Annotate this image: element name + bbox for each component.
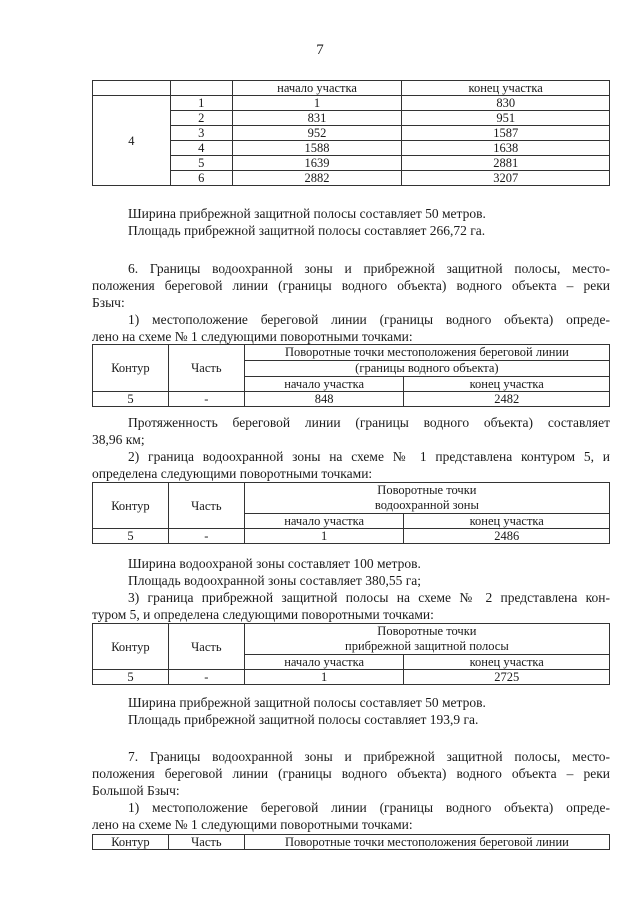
section7-table1 [92,834,610,850]
table-cell: 848 [244,392,404,407]
table-row [93,126,610,141]
table-cell: 1638 [402,141,610,156]
col-contour: Контур [93,835,169,850]
section7-title-line3: Большой Бзыч: [92,783,180,798]
section6-table1 [92,344,610,407]
table-row [93,670,610,685]
col-part: Часть [168,345,244,392]
col-title-line2: водоохранной зоны [244,498,609,514]
wz-width: Ширина водоохраной зоны составляет 100 метров. [128,556,421,571]
table-cell: 5 [93,392,169,407]
section6-p1-line2: лено на схеме № 1 следующими поворотными точками: [92,329,413,344]
wz-area: Площадь водоохранной зоны составляет 380,55 га; [128,573,421,588]
table-cell: 2 [170,111,232,126]
table-cell: 952 [232,126,402,141]
section6-title-line1: 6. Границы водоохранной зоны и прибрежной защитной полосы, место- [128,261,610,276]
table-cell: - [168,529,244,544]
section6-table2 [92,482,610,544]
table-cell: 2881 [402,156,610,171]
section7-title-line1: 7. Границы водоохранной зоны и прибрежной защитной полосы, место- [128,749,610,764]
table-cell [170,81,232,96]
pz-width: Ширина прибрежной защитной полосы составляет 50 метров. [128,695,486,710]
table-cell: 830 [402,96,610,111]
col-start: начало участка [244,655,404,670]
col-title-line1: Поворотные точки местоположения береговой линии [244,835,609,850]
contour-cell: 4 [93,96,171,186]
table-cell: 4 [170,141,232,156]
table-cell: 1639 [232,156,402,171]
section7-title-line2: положения береговой линии (границы водного объекта) водного объекта – реки [92,766,610,781]
text-area: Площадь прибрежной защитной полосы составляет 266,72 га. [128,223,486,238]
length-line2: 38,96 км; [92,432,145,447]
page-number: 7 [316,42,324,58]
section7-p1-line2: лено на схеме № 1 следующими поворотными точками: [92,817,413,832]
column-header-start: начало участка [232,81,402,96]
section6-title-line2: положения береговой линии (границы водного объекта) водного объекта – реки [92,278,610,293]
text-width: Ширина прибрежной защитной полосы составляет 50 метров. [128,206,486,221]
section7-p1-line1: 1) местоположение береговой линии (границы водного объекта) опреде- [128,800,610,815]
col-title-line1: Поворотные точки [244,483,609,499]
table-cell: 1 [244,670,404,685]
table-row [93,392,610,407]
table-cell: 2882 [232,171,402,186]
table-cell: 5 [170,156,232,171]
table-cell: 2486 [404,529,610,544]
col-part: Часть [168,835,244,850]
table-cell: 1 [232,96,402,111]
col-contour: Контур [93,345,169,392]
section6-p1-line1: 1) местоположение береговой линии (границы водного объекта) опреде- [128,312,610,327]
table-top [92,80,610,186]
table-cell: 5 [93,670,169,685]
col-contour: Контур [93,624,169,670]
table-cell: 1 [244,529,404,544]
col-part: Часть [168,624,244,670]
table-cell: 2482 [404,392,610,407]
pz-area: Площадь прибрежной защитной полосы составляет 193,9 га. [128,712,479,727]
table-row [93,111,610,126]
table-cell [93,81,171,96]
table-cell: 951 [402,111,610,126]
section6-p3-line2: туром 5, и определена следующими поворотными точками: [92,607,434,622]
table-row [93,96,610,111]
table-cell: 3 [170,126,232,141]
section6-table3 [92,623,610,685]
col-start: начало участка [244,514,404,529]
length-line1: Протяженность береговой линии (границы водного объекта) составляет [128,415,610,430]
table-cell: - [168,670,244,685]
section6-p2-line2: определена следующими поворотными точками: [92,466,373,481]
col-end: конец участка [404,377,610,392]
table-cell: 5 [93,529,169,544]
table-cell: 1 [170,96,232,111]
section6-p3-line1: 3) граница прибрежной защитной полосы на схеме № 2 представлена кон- [128,590,610,605]
table-row [93,156,610,171]
col-contour: Контур [93,483,169,529]
col-title-line1: Поворотные точки [244,624,609,640]
col-end: конец участка [404,655,610,670]
col-end: конец участка [404,514,610,529]
section6-title-line3: Бзыч: [92,295,125,310]
table-cell: 1588 [232,141,402,156]
col-title-line1: Поворотные точки местоположения береговой линии [244,345,609,361]
table-cell: 831 [232,111,402,126]
col-title-line2: (границы водного объекта) [244,361,609,377]
table-row [93,141,610,156]
table-cell: 6 [170,171,232,186]
table-row [93,529,610,544]
table-cell: 3207 [402,171,610,186]
col-title-line2: прибрежной защитной полосы [244,639,609,655]
col-part: Часть [168,483,244,529]
table-cell: - [168,392,244,407]
col-start: начало участка [244,377,404,392]
table-cell: 2725 [404,670,610,685]
table-row [93,171,610,186]
section6-p2-line1: 2) граница водоохранной зоны на схеме № 1 представлена контуром 5, и [128,449,610,464]
column-header-end: конец участка [402,81,610,96]
table-cell: 1587 [402,126,610,141]
